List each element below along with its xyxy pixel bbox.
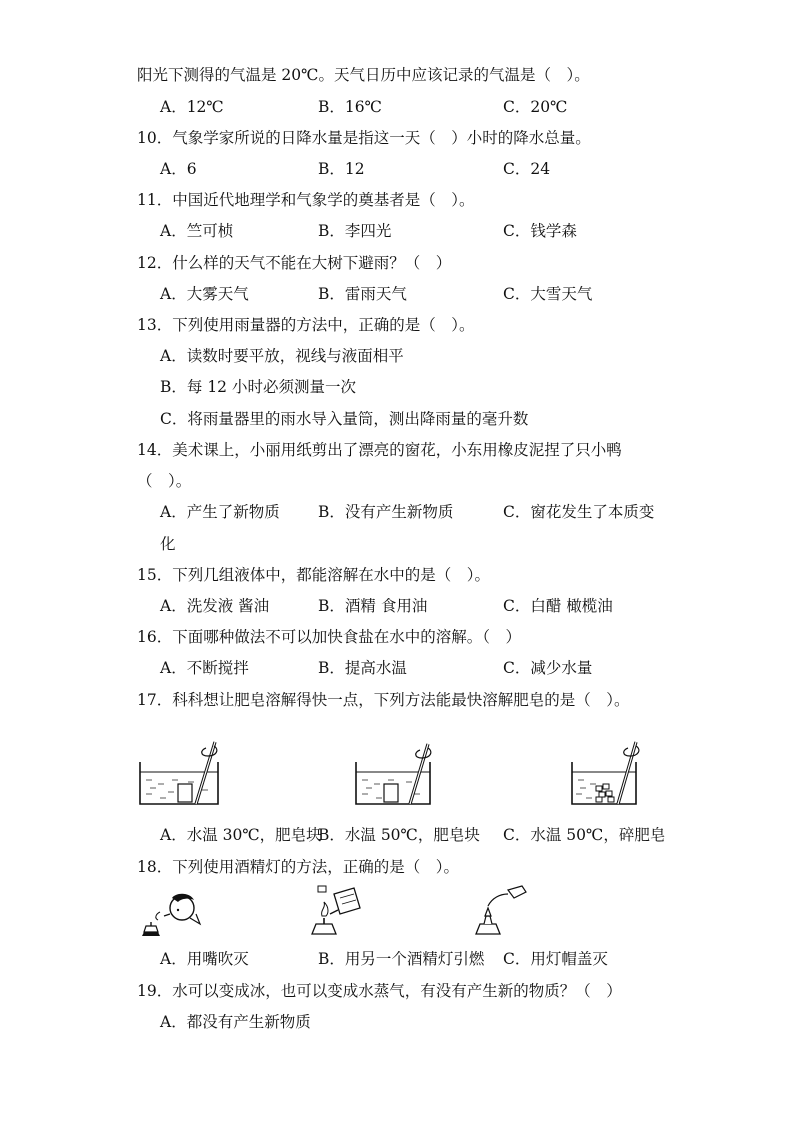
question-13-option-c: C．将雨量器里的雨水导入量筒，测出降雨量的毫升数	[160, 410, 529, 428]
question-16-option-b: B．提高水温	[318, 659, 407, 677]
question-9-option-c: C．20℃	[503, 98, 568, 116]
beaker-soap-pieces-50c-illustration	[570, 738, 660, 808]
question-12-stem: 12．什么样的天气不能在大树下避雨？（ ）	[137, 254, 452, 272]
question-9-stem: 阳光下测得的气温是 20℃。天气日历中应该记录的气温是（ ）。	[137, 66, 590, 84]
question-14-option-b: B．没有产生新物质	[318, 503, 454, 521]
question-14-option-c: C．窗花发生了本质变	[503, 503, 655, 521]
beaker-soap-block-30c-illustration	[138, 738, 228, 808]
question-16-option-c: C．减少水量	[503, 659, 593, 677]
question-18-stem: 18．下列使用酒精灯的方法，正确的是（ ）。	[137, 858, 459, 876]
question-16-option-a: A．不断搅拌	[160, 659, 249, 677]
question-17-option-b: B．水温 50℃，肥皂块	[318, 826, 480, 844]
question-15-option-c: C．白醋 橄榄油	[503, 597, 613, 615]
covering-lamp-with-cap-illustration	[474, 884, 534, 940]
question-15-option-a: A．洗发液 酱油	[160, 597, 270, 615]
beaker-soap-block-50c-illustration	[354, 738, 444, 808]
question-14-stem-continuation: （ ）。	[137, 472, 192, 490]
question-11-stem: 11．中国近代地理学和气象学的奠基者是（ ）。	[137, 191, 475, 209]
question-14-option-a: A．产生了新物质	[160, 503, 280, 521]
question-11-option-b: B．李四光	[318, 222, 392, 240]
question-12-option-c: C．大雪天气	[503, 285, 593, 303]
question-18-option-b: B．用另一个酒精灯引燃	[318, 950, 485, 968]
question-15-option-b: B．酒精 食用油	[318, 597, 428, 615]
question-9-option-b: B．16℃	[318, 98, 382, 116]
question-13-stem: 13．下列使用雨量器的方法中，正确的是（ ）。	[137, 316, 475, 334]
question-11-option-c: C．钱学森	[503, 222, 577, 240]
blowing-out-alcohol-lamp-illustration	[138, 888, 202, 940]
question-17-option-a: A．水温 30℃，肥皂块	[160, 826, 322, 844]
question-18-option-c: C．用灯帽盖灭	[503, 950, 608, 968]
question-12-option-a: A．大雾天气	[160, 285, 249, 303]
question-12-option-b: B．雷雨天气	[318, 285, 407, 303]
question-19-stem: 19．水可以变成冰，也可以变成水蒸气，有没有产生新的物质？（ ）	[137, 982, 622, 1000]
question-17-option-c: C．水温 50℃，碎肥皂	[503, 826, 666, 844]
question-10-option-c: C．24	[503, 160, 551, 178]
question-17-stem: 17．科科想让肥皂溶解得快一点，下列方法能最快溶解肥皂的是（ ）。	[137, 691, 630, 709]
question-18-option-a: A．用嘴吹灭	[160, 950, 249, 968]
question-19-option-a: A．都没有产生新物质	[160, 1013, 311, 1031]
question-11-option-a: A．竺可桢	[160, 222, 234, 240]
question-13-option-a: A．读数时要平放，视线与液面相平	[160, 347, 404, 365]
question-14-option-c-continuation: 化	[160, 535, 176, 553]
lighting-lamp-from-another-lamp-illustration	[310, 884, 370, 940]
question-10-option-b: B．12	[318, 160, 365, 178]
question-14-stem: 14．美术课上，小丽用纸剪出了漂亮的窗花，小东用橡皮泥捏了只小鸭	[137, 441, 622, 459]
question-15-stem: 15．下列几组液体中，都能溶解在水中的是（ ）。	[137, 566, 490, 584]
question-13-option-b: B．每 12 小时必须测量一次	[160, 378, 356, 396]
question-10-option-a: A．6	[160, 160, 197, 178]
question-9-option-a: A．12℃	[160, 98, 224, 116]
question-16-stem: 16．下面哪种做法不可以加快食盐在水中的溶解。（ ）	[137, 628, 521, 646]
question-10-stem: 10．气象学家所说的日降水量是指这一天（ ）小时的降水总量。	[137, 129, 591, 147]
